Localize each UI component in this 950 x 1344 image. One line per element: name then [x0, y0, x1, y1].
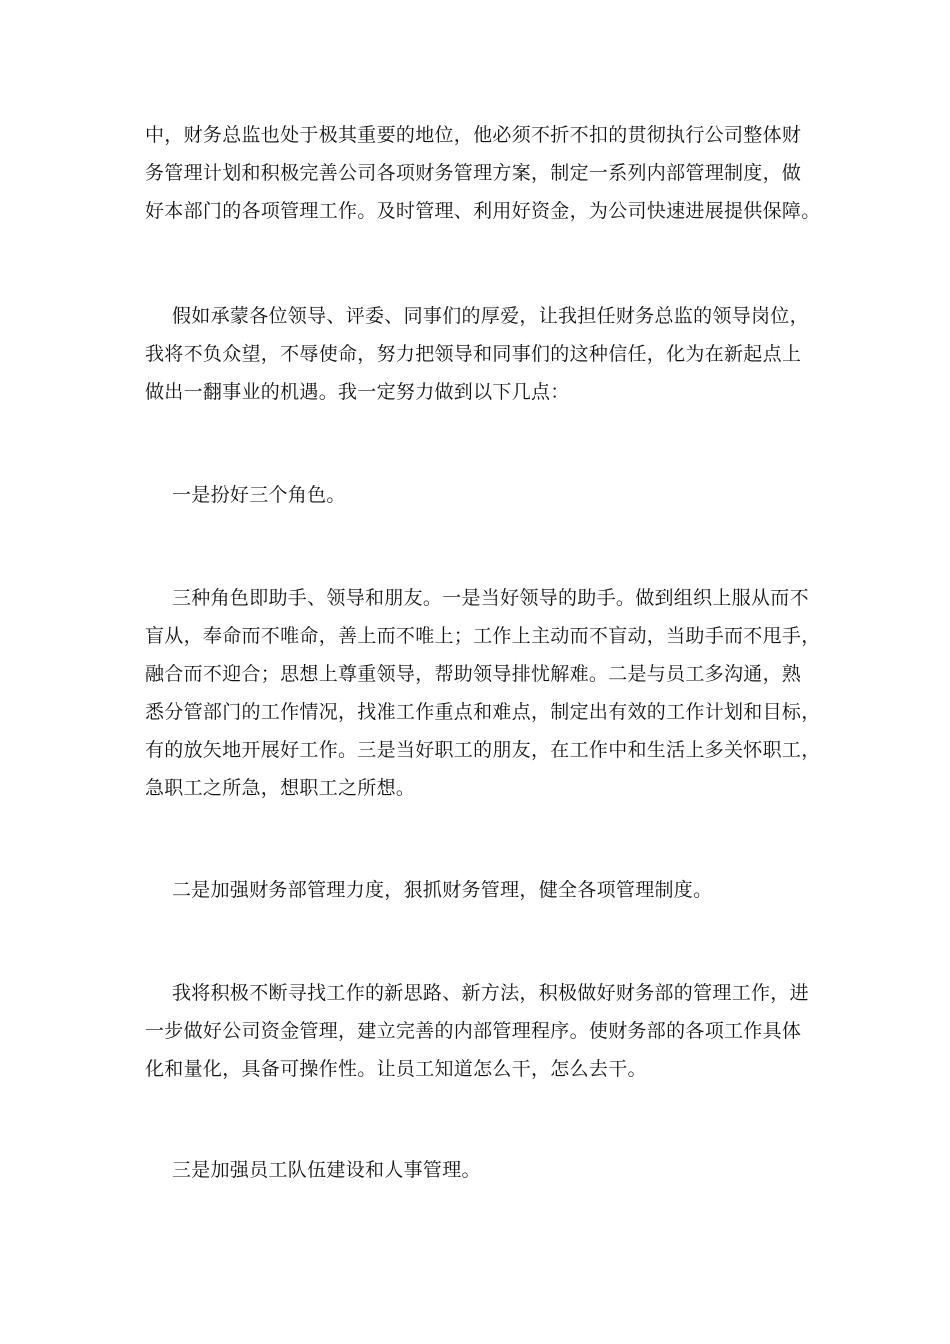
paragraph-4-line-2: 盲从，奉命而不唯命，善上而不唯上；工作上主动而不盲动，当助手而不甩手， [145, 625, 821, 647]
paragraph-2-line-3: 做出一翻事业的机遇。我一定努力做到以下几点： [145, 381, 570, 403]
section-heading-3: 三是加强员工队伍建设和人事管理。 [172, 1159, 481, 1181]
paragraph-4-line-3: 融合而不迎合；思想上尊重领导，帮助领导排忧解难。二是与员工多沟通，熟 [145, 663, 802, 685]
paragraph-4-line-5: 有的放矢地开展好工作。三是当好职工的朋友，在工作中和生活上多关怀职工， [145, 739, 821, 761]
paragraph-2-line-2: 我将不负众望，不辱使命，努力把领导和同事们的这种信任，化为在新起点上 [145, 343, 802, 365]
paragraph-4-line-4: 悉分管部门的工作情况，找准工作重点和难点，制定出有效的工作计划和目标， [145, 701, 821, 723]
paragraph-2-line-1: 假如承蒙各位领导、评委、同事们的厚爱，让我担任财务总监的领导岗位， [172, 305, 809, 327]
paragraph-1-line-3: 好本部门的各项管理工作。及时管理、利用好资金，为公司快速进展提供保障。 [145, 200, 821, 222]
paragraph-4-line-6: 急职工之所急，想职工之所想。 [145, 777, 416, 799]
paragraph-4-line-1: 三种角色即助手、领导和朋友。一是当好领导的助手。做到组织上服从而不 [172, 587, 809, 609]
paragraph-6-line-2: 一步做好公司资金管理，建立完善的内部管理程序。使财务部的各项工作具体 [145, 1020, 802, 1042]
paragraph-6-line-3: 化和量化，具备可操作性。让员工知道怎么干，怎么去干。 [145, 1058, 647, 1080]
paragraph-1-line-1: 中，财务总监也处于极其重要的地位，他必须不折不扣的贯彻执行公司整体财 [145, 124, 802, 146]
section-heading-2: 二是加强财务部管理力度，狠抓财务管理，健全各项管理制度。 [172, 879, 713, 901]
section-heading-1: 一是扮好三个角色。 [172, 484, 346, 506]
paragraph-1-line-2: 务管理计划和积极完善公司各项财务管理方案，制定一系列内部管理制度，做 [145, 162, 802, 184]
paragraph-6-line-1: 我将积极不断寻找工作的新思路、新方法，积极做好财务部的管理工作，进 [172, 982, 809, 1004]
